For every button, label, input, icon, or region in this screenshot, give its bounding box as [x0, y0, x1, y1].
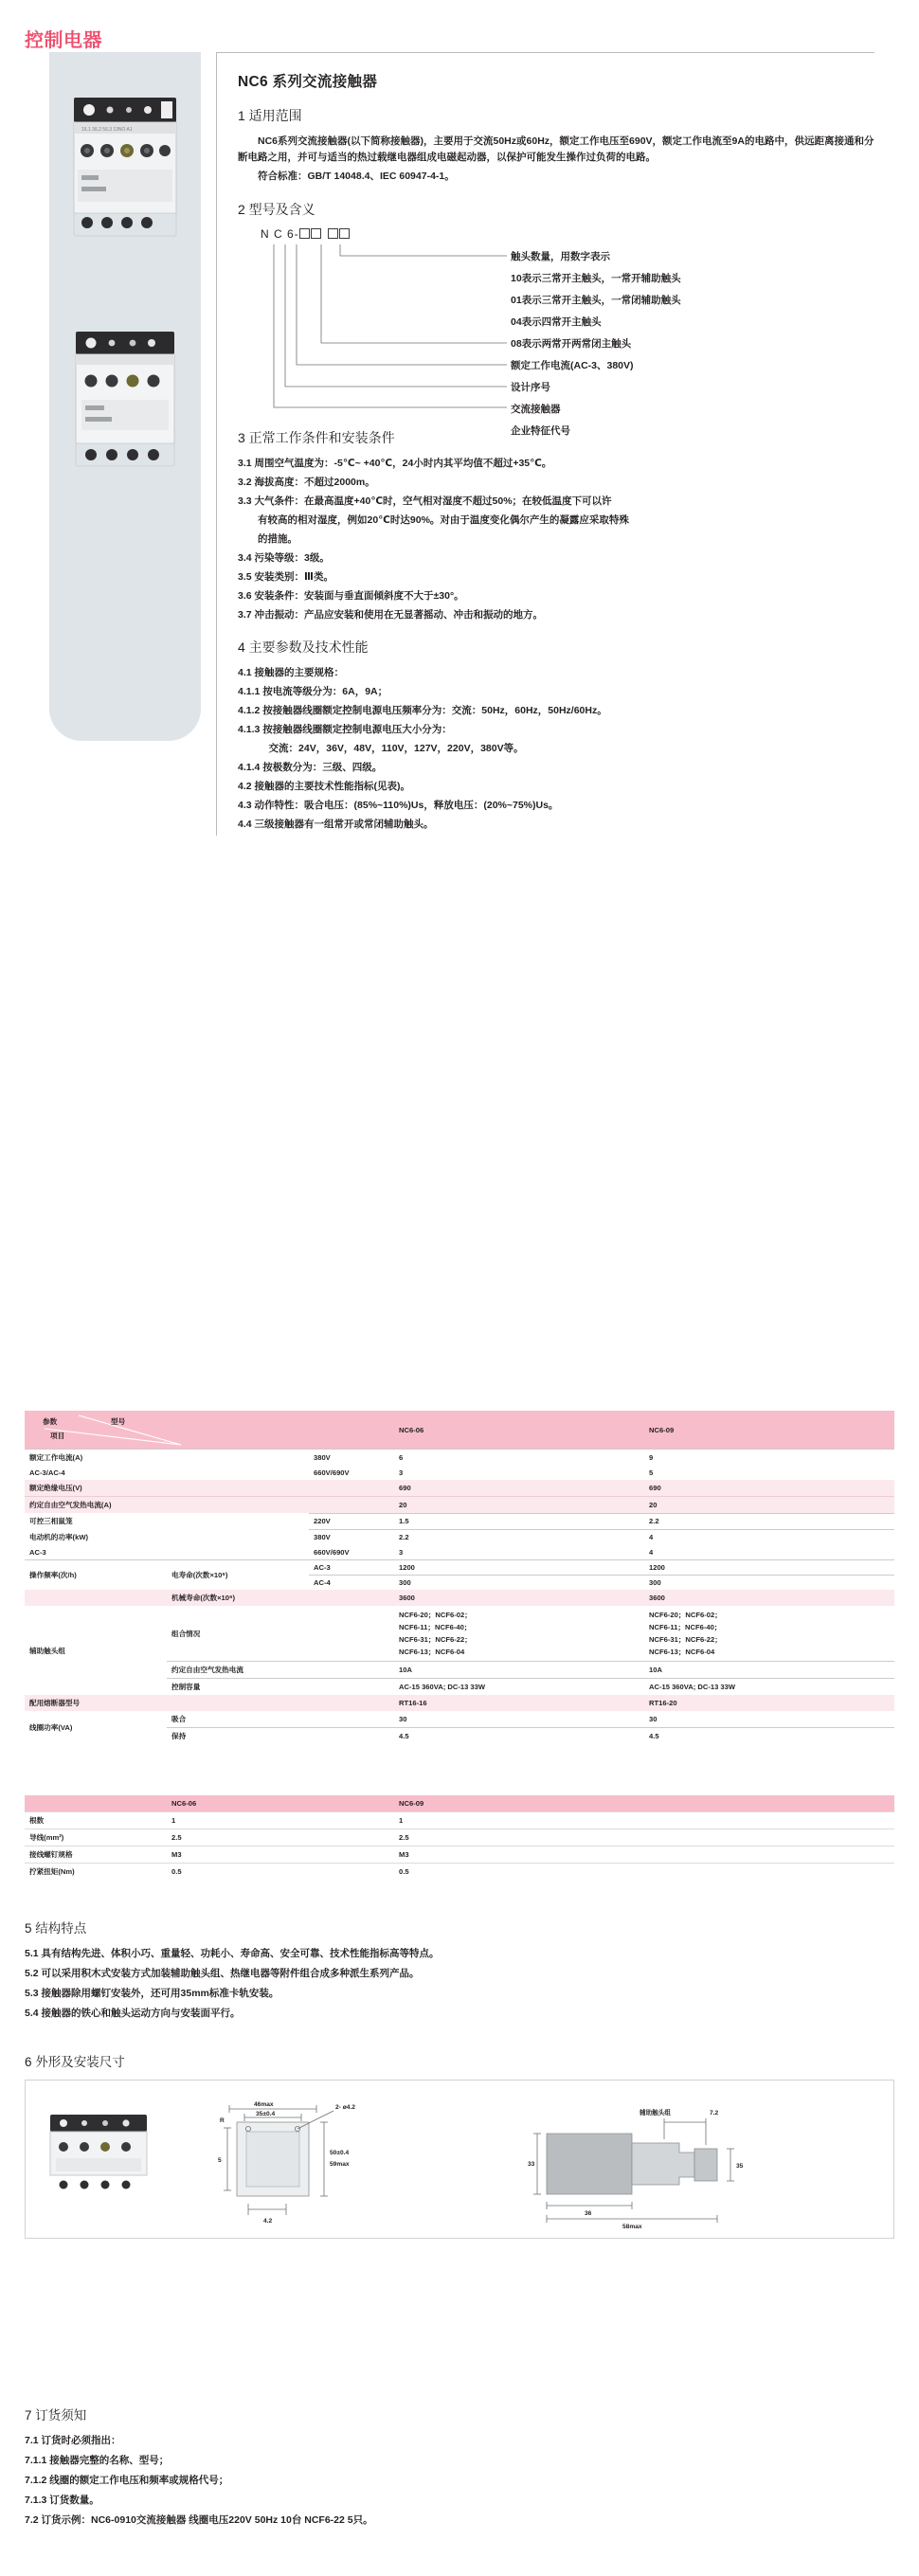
row-value-0: 2.2: [394, 1529, 644, 1545]
model-code-diagram: [238, 227, 874, 437]
section-3-item-2: 3.3 大气条件：在最高温度+40℃时，空气相对湿度不超过50%；在较低温度下可以许: [238, 495, 612, 507]
model-label-5: 额定工作电流(AC-3、380V): [511, 360, 634, 371]
row-value-1: 1200: [644, 1560, 894, 1576]
section-5-item-2: 5.3 接触器除用螺钉安装外，还可用35mm标准卡轨安装。: [25, 1988, 279, 1999]
wire-col-blank: [25, 1795, 167, 1811]
row-value-0: 300: [394, 1576, 644, 1591]
row-sub2: 660V/690V: [309, 1545, 394, 1560]
row-label: 拧紧扭矩(Nm): [25, 1863, 167, 1880]
row-label: 操作频率(次/h): [25, 1560, 167, 1591]
row-value-1: 20: [644, 1497, 894, 1514]
section-3-item-6: 3.5 安装类别：Ⅲ类。: [238, 571, 333, 583]
product-photo-top: [57, 81, 193, 298]
aux-combo-line: NCF6-31；NCF6-22；: [399, 1635, 472, 1644]
fuse-row: [25, 1695, 894, 1711]
dim-top-right: 7.2: [710, 2110, 719, 2117]
row-value-0: 1200: [394, 1560, 644, 1576]
spec-table: [25, 1411, 894, 1744]
row-sub: [167, 1513, 309, 1529]
section-7-block: [25, 2405, 894, 2532]
row-sub: 吸合: [167, 1711, 394, 1728]
dim-radius: R: [220, 2117, 225, 2124]
dimension-drawing: [25, 2080, 894, 2239]
wire-col-1: NC6-09: [394, 1795, 644, 1811]
row-sub: 控制容量: [167, 1679, 394, 1696]
row-value-0: M3: [167, 1846, 394, 1863]
table-row: [25, 1529, 894, 1545]
row-label: AC-3/AC-4: [25, 1466, 167, 1480]
row-value-1: 30: [644, 1711, 894, 1728]
row-value-0: 3: [394, 1545, 644, 1560]
dim-height-main: 33: [528, 2161, 535, 2168]
row-value-1: 2.5: [394, 1828, 644, 1846]
table-row: [25, 1590, 894, 1606]
row-sub: 约定自由空气发热电流: [167, 1662, 394, 1679]
row-value-1: 4.5: [644, 1728, 894, 1745]
row-label: 导线(mm²): [25, 1828, 167, 1846]
table-row: [25, 1711, 894, 1728]
corner-model-label: 型号: [111, 1417, 126, 1426]
row-sub2: 380V: [309, 1529, 394, 1545]
section-7-item-1: 7.1.1 接触器完整的名称、型号；: [25, 2455, 170, 2466]
aux-combo-row: [25, 1606, 894, 1662]
section-7-item-2: 7.1.2 线圈的额定工作电压和频率或规格代号；: [25, 2475, 229, 2486]
model-label-6: 设计序号: [511, 382, 550, 393]
aux-group-label: 辅助触头组: [25, 1606, 167, 1695]
section-3-item-0: 3.1 周围空气温度为：-5℃~ +40℃，24小时内其平均值不超过+35℃。: [238, 458, 552, 469]
section-3-item-1: 3.2 海拔高度：不超过2000m。: [238, 477, 375, 488]
row-value-0: 3600: [394, 1590, 644, 1606]
dim-h-left: 5: [218, 2157, 222, 2164]
corner-item-label: 项目: [50, 1432, 65, 1440]
dim-w-top: 46max: [254, 2101, 274, 2108]
fuse-label: 配用熔断器型号: [25, 1695, 394, 1711]
table-row: [25, 1560, 894, 1576]
model-label-3: 04表示四常开主触头: [511, 316, 602, 328]
section-3-heading: 3 正常工作条件和安装条件: [238, 430, 395, 445]
section-4-item-0: 4.1 接触器的主要规格：: [238, 667, 345, 678]
dim-w-inner: 35±0.4: [256, 2111, 276, 2117]
table-row: [25, 1497, 894, 1514]
model-code-prefix: N C 6-: [261, 227, 299, 241]
row-sub: [167, 1466, 309, 1480]
table-row: [25, 1513, 894, 1529]
section-4-item-3: 4.1.3 按接触器线圈额定控制电源电压大小分为：: [238, 724, 452, 735]
aux-combo-line: NCF6-31；NCF6-22；: [649, 1635, 722, 1644]
row-value-0: 690: [394, 1480, 644, 1497]
content-column: [216, 52, 874, 836]
table-row: [25, 1450, 894, 1467]
fuse-value-1: RT16-20: [644, 1695, 894, 1711]
table-row: [25, 1466, 894, 1480]
section-4-item-7: 4.3 动作特性：吸合电压：(85%~110%)Us，释放电压：(20%~75%)Us。: [238, 800, 559, 811]
spec-table-wrap: [25, 1411, 894, 1744]
table-row: [25, 1828, 894, 1846]
dim-bottom: 4.2: [263, 2218, 273, 2225]
row-value-1: 2.2: [644, 1513, 894, 1529]
row-value-1: 4: [644, 1529, 894, 1545]
section-4-item-2: 4.1.2 按接触器线圈额定控制电源电压频率分为：交流：50Hz，60Hz，50Hz/60Hz。: [238, 705, 607, 716]
table-row: [25, 1846, 894, 1863]
section-3-item-3: 有较高的相对湿度，例如20℃时达90%。对由于温度变化偶尔产生的凝露应采取特殊: [258, 514, 629, 526]
row-value-1: 10A: [644, 1662, 894, 1679]
row-value-0: 6: [394, 1450, 644, 1467]
section-3-item-8: 3.7 冲击振动：产品应安装和使用在无显著摇动、冲击和振动的地方。: [238, 609, 544, 621]
row-value-1: 1: [394, 1811, 644, 1828]
row-value-1: 690: [644, 1480, 894, 1497]
aux-combo-values-0: [394, 1606, 644, 1662]
section-4-item-1: 4.1.1 按电流等级分为：6A，9A；: [238, 686, 388, 697]
row-value-0: 4.5: [394, 1728, 644, 1745]
row-value-1: 5: [644, 1466, 894, 1480]
section-3-item-5: 3.4 污染等级：3级。: [238, 552, 330, 564]
wire-table-wrap: [25, 1795, 894, 1880]
row-value-1: AC-15 360VA; DC-13 33W: [644, 1679, 894, 1696]
row-label: AC-3: [25, 1545, 167, 1560]
row-sub: [167, 1450, 309, 1467]
row-label: 额定工作电流(A): [25, 1450, 167, 1467]
table-row: [25, 1863, 894, 1880]
section-1-standard: 符合标准：GB/T 14048.4、IEC 60947-4-1。: [258, 171, 455, 182]
section-4-item-4: 交流：24V，36V，48V，110V，127V，220V，380V等。: [268, 743, 524, 754]
section-5-block: [25, 1918, 894, 2026]
row-sub2: [309, 1480, 394, 1497]
svg-text:1/L1 3/L2 5/L3 13NO A1: 1/L1 3/L2 5/L3 13NO A1: [81, 127, 133, 133]
row-label: 可控三相鼠笼: [25, 1513, 167, 1529]
table-row: [25, 1480, 894, 1497]
row-label: 额定绝缘电压(V): [25, 1480, 167, 1497]
row-sub2: AC-3: [309, 1560, 394, 1576]
aux-combo-label: 组合情况: [167, 1606, 394, 1662]
row-value-0: 30: [394, 1711, 644, 1728]
row-value-0: 1: [167, 1811, 394, 1828]
row-value-0: AC-15 360VA; DC-13 33W: [394, 1679, 644, 1696]
aux-combo-line: NCF6-20；NCF6-02；: [399, 1611, 472, 1619]
row-sub2: AC-4: [309, 1576, 394, 1591]
aux-combo-values-1: [644, 1606, 894, 1662]
section-1-paragraph: NC6系列交流接触器(以下简称接触器)，主要用于交流50Hz或60Hz，额定工作电压至690V，额定工作电流至9A的电路中，供远距离接通和分断电路之用，并可与适当的热过载继电器组成电磁起动器，以保护可能发生操作过负荷的电路。: [238, 135, 874, 163]
section-6-block: [25, 2051, 894, 2239]
section-7-heading: 7 订货须知: [25, 2408, 87, 2423]
section-3-item-7: 3.6 安装条件：安装面与垂直面倾斜度不大于±30°。: [238, 590, 464, 602]
section-5-item-3: 5.4 接触器的铁心和触头运动方向与安装面平行。: [25, 2008, 241, 2019]
model-label-list: [511, 246, 681, 442]
section-4-item-8: 4.4 三级接触器有一组常开或常闭辅助触头。: [238, 819, 434, 830]
row-label: [25, 1590, 167, 1606]
section-4-heading: 4 主要参数及技术性能: [238, 639, 369, 655]
row-label: 接线螺钉规格: [25, 1846, 167, 1863]
section-7-item-0: 7.1 订货时必须指出：: [25, 2435, 121, 2446]
row-sub: [167, 1529, 309, 1545]
dim-hole: 2- ø4.2: [335, 2104, 355, 2111]
row-value-0: 0.5: [167, 1863, 394, 1880]
section-7-item-3: 7.1.3 订货数量。: [25, 2495, 99, 2506]
dim-base-w: 36: [585, 2210, 592, 2217]
dimension-front-view: [191, 2090, 438, 2232]
row-label: 电动机的功率(kW): [25, 1529, 167, 1545]
dimension-device-photo: [46, 2109, 151, 2196]
row-value-1: 0.5: [394, 1863, 644, 1880]
section-4-item-5: 4.1.4 按极数分为：三级、四级。: [238, 762, 383, 773]
model-label-2: 01表示三常开主触头，一常闭辅助触头: [511, 295, 681, 306]
aux-combo-line: NCF6-13；NCF6-04: [399, 1648, 465, 1656]
row-label: 根数: [25, 1811, 167, 1828]
section-7-item-4: 7.2 订货示例：NC6-0910交流接触器 线圈电压220V 50Hz 10台 NCF6-22 5只。: [25, 2514, 373, 2526]
aux-combo-line: NCF6-11；NCF6-40；: [649, 1623, 722, 1631]
row-sub: 保持: [167, 1728, 394, 1745]
section-2-heading: 2 型号及含义: [238, 202, 315, 217]
row-sub: [167, 1497, 309, 1514]
spec-col-1: NC6-09: [644, 1411, 894, 1450]
product-title: NC6 系列交流接触器: [238, 74, 378, 90]
dim-total-w: 58max: [622, 2224, 642, 2230]
category-title: 控制电器: [25, 30, 102, 51]
row-value-0: 1.5: [394, 1513, 644, 1529]
table-row: [25, 1545, 894, 1560]
model-leader-lines: [238, 227, 513, 413]
product-photo-bottom: [57, 313, 193, 531]
row-sub2: 220V: [309, 1513, 394, 1529]
table-row: [25, 1811, 894, 1828]
corner-param-label: 参数: [43, 1417, 58, 1426]
spec-col-0: NC6-06: [394, 1411, 644, 1450]
row-value-1: M3: [394, 1846, 644, 1863]
row-sub2: 660V/690V: [309, 1466, 394, 1480]
row-sub2: 380V: [309, 1450, 394, 1467]
row-sub: 电寿命(次数×10⁶): [167, 1560, 309, 1591]
model-label-0: 触头数量，用数字表示: [511, 251, 610, 262]
coil-label: 线圈功率(VA): [25, 1711, 167, 1744]
aux-combo-line: NCF6-11；NCF6-40；: [399, 1623, 472, 1631]
dim-height-side: 35: [736, 2163, 744, 2170]
aux-combo-line: NCF6-20；NCF6-02；: [649, 1611, 722, 1619]
spec-header-row: [25, 1411, 894, 1450]
row-sub: 机械寿命(次数×10⁶): [167, 1590, 394, 1606]
dim-h-right-1: 50±0.4: [330, 2150, 350, 2156]
row-value-0: 10A: [394, 1662, 644, 1679]
section-1-heading: 1 适用范围: [238, 108, 302, 123]
section-3-item-4: 的措施。: [258, 533, 297, 545]
model-label-1: 10表示三常开主触头，一常开辅助触头: [511, 273, 681, 284]
row-value-1: 4: [644, 1545, 894, 1560]
section-5-heading: 5 结构特点: [25, 1921, 87, 1936]
aux-combo-line: NCF6-13；NCF6-04: [649, 1648, 715, 1656]
row-value-0: 3: [394, 1466, 644, 1480]
product-photo-panel: [49, 52, 201, 741]
fuse-value-0: RT16-16: [394, 1695, 644, 1711]
dim-h-right-2: 59max: [330, 2161, 350, 2168]
spec-corner-cell: [25, 1411, 394, 1450]
section-5-item-0: 5.1 具有结构先进、体积小巧、重量轻、功耗小、寿命高、安全可靠、技术性能指标高等特点。: [25, 1948, 440, 1959]
model-label-4: 08表示两常开两常闭主触头: [511, 338, 632, 350]
row-value-0: 2.5: [167, 1828, 394, 1846]
wire-header-row: [25, 1795, 894, 1811]
row-value-0: 20: [394, 1497, 644, 1514]
section-4-item-6: 4.2 接触器的主要技术性能指标(见表)。: [238, 781, 411, 792]
section-5-item-1: 5.2 可以采用积木式安装方式加装辅助触头组、热继电器等附件组合成多种派生系列产品。: [25, 1968, 420, 1979]
row-sub2: [309, 1497, 394, 1514]
row-value-1: 3600: [644, 1590, 894, 1606]
wire-col-0: NC6-06: [167, 1795, 394, 1811]
model-label-7: 交流接触器: [511, 404, 561, 415]
dim-aux-label: 辅助触头组: [640, 2110, 671, 2117]
row-label: 约定自由空气发热电流(A): [25, 1497, 167, 1514]
row-sub: [167, 1545, 309, 1560]
model-label-8: 企业特征代号: [511, 425, 570, 437]
corner-diagonals: [29, 1414, 304, 1446]
row-sub: [167, 1480, 309, 1497]
dimension-side-view: [518, 2090, 831, 2232]
wire-table: [25, 1795, 894, 1880]
row-value-1: 300: [644, 1576, 894, 1591]
row-value-1: 9: [644, 1450, 894, 1467]
section-6-heading: 6 外形及安装尺寸: [25, 2055, 125, 2069]
